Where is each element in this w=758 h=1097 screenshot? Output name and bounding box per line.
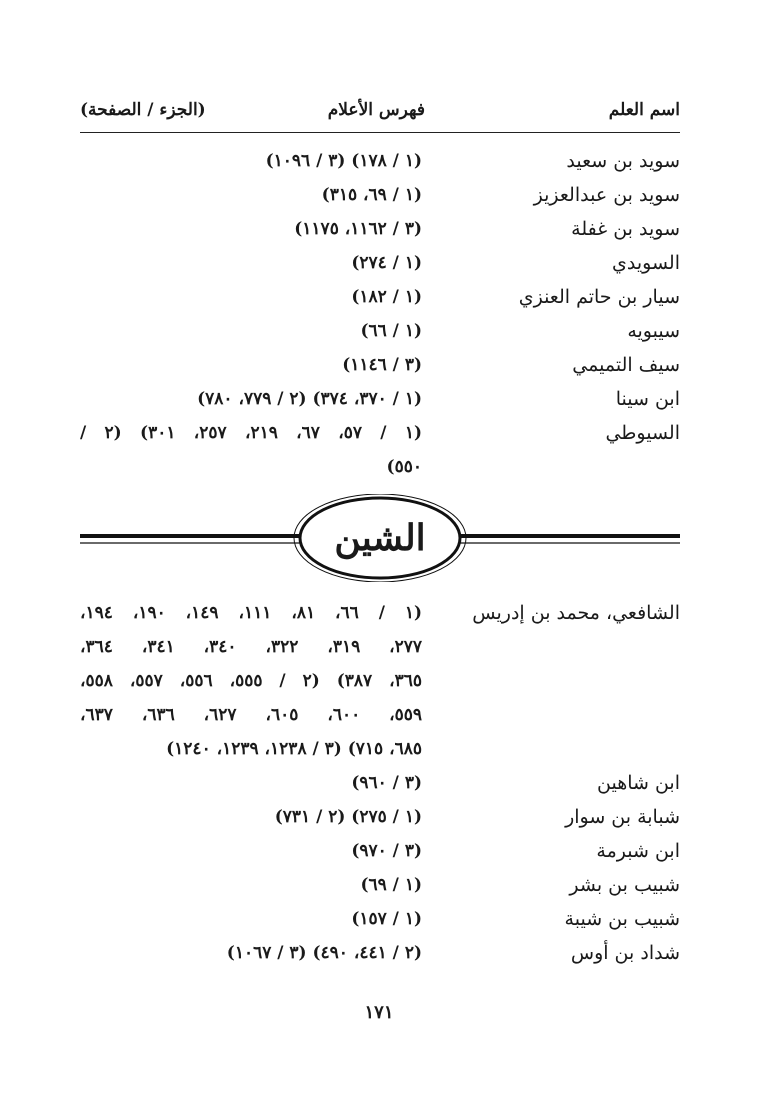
entry-refs: (١ / ٦٦، ٨١، ١١١، ١٤٩، ١٩٠، ١٩٤، xyxy=(80,603,423,623)
index-entry xyxy=(80,314,680,348)
index-entry xyxy=(80,936,680,970)
entry-refs: (١ / ٦٩، ٣١٥) xyxy=(321,185,422,205)
index-entry xyxy=(80,596,680,766)
index-entry xyxy=(80,902,680,936)
entry-name: ابن شبرمة xyxy=(596,840,680,862)
entry-line xyxy=(80,664,680,698)
entry-name: سيار بن حاتم العنزي xyxy=(518,286,680,308)
index-entry xyxy=(80,416,680,484)
entry-name: سويد بن عبدالعزيز xyxy=(533,184,680,206)
entry-line xyxy=(80,246,680,280)
entry-line xyxy=(80,450,680,484)
entry-line xyxy=(80,902,680,936)
entry-name: الشافعي، محمد بن إدريس xyxy=(472,602,680,624)
index-entry xyxy=(80,212,680,246)
entry-name: السويدي xyxy=(612,252,680,274)
entry-refs: (٣ / ١١٤٦) xyxy=(342,355,422,375)
entry-refs: ٣٦٥، ٣٨٧) (٢ / ٥٥٥، ٥٥٦، ٥٥٧، ٥٥٨، xyxy=(80,671,423,691)
running-header xyxy=(80,100,680,130)
entry-refs: (١ / ٦٦) xyxy=(360,321,422,341)
index-entry xyxy=(80,800,680,834)
section-divider xyxy=(80,494,680,582)
entry-line xyxy=(80,732,680,766)
header-index-title: فهرس الأعلام xyxy=(327,100,425,120)
index-entry xyxy=(80,834,680,868)
entry-name: سيف التميمي xyxy=(572,354,680,376)
entry-refs: (١ / ٦٩) xyxy=(360,875,422,895)
entry-name: ابن شاهين xyxy=(597,772,680,794)
index-entry xyxy=(80,766,680,800)
entry-line xyxy=(80,936,680,970)
entry-refs: (٣ / ١١٦٢، ١١٧٥) xyxy=(294,219,422,239)
entry-name: شبيب بن شيبة xyxy=(564,908,680,930)
header-rule xyxy=(80,132,680,133)
index-entry xyxy=(80,280,680,314)
index-entry xyxy=(80,178,680,212)
entry-name: ابن سينا xyxy=(615,388,680,410)
entry-line xyxy=(80,348,680,382)
entry-line xyxy=(80,212,680,246)
entry-line xyxy=(80,800,680,834)
entry-line xyxy=(80,178,680,212)
page-number: ١٧١ xyxy=(364,1002,394,1023)
index-entry xyxy=(80,868,680,902)
entry-refs: (١ / ١٥٧) xyxy=(351,909,422,929)
entry-name: شبابة بن سوار xyxy=(565,806,680,828)
entry-refs: (١ / ٢٧٤) xyxy=(351,253,422,273)
entry-line xyxy=(80,382,680,416)
entry-line xyxy=(80,766,680,800)
entry-name: سويد بن غفلة xyxy=(571,218,680,240)
index-entry xyxy=(80,348,680,382)
section-title: الشين xyxy=(334,517,426,559)
entry-refs: (١ / ٢٧٥) (٢ / ٧٣١) xyxy=(274,807,422,827)
entry-line xyxy=(80,314,680,348)
entry-name: سيبويه xyxy=(627,320,680,342)
entry-line xyxy=(80,144,680,178)
header-name-column: اسم العلم xyxy=(608,100,680,120)
entry-line xyxy=(80,630,680,664)
entry-refs: (٣ / ٩٧٠) xyxy=(351,841,422,861)
entry-name: السيوطي xyxy=(605,422,680,444)
entry-refs: (١ / ١٧٨) (٣ / ١٠٩٦) xyxy=(265,151,422,171)
entry-line xyxy=(80,834,680,868)
header-volume-page-column: (الجزء / الصفحة) xyxy=(80,100,206,120)
entry-name: شبيب بن بشر xyxy=(569,874,680,896)
entry-refs: (١ / ٣٧٠، ٣٧٤) (٢ / ٧٧٩، ٧٨٠) xyxy=(197,389,422,409)
entry-line xyxy=(80,698,680,732)
entry-refs: (٢ / ٤٤١، ٤٩٠) (٣ / ١٠٦٧) xyxy=(226,943,422,963)
index-list-sin xyxy=(80,144,680,484)
index-entry xyxy=(80,382,680,416)
index-entry xyxy=(80,144,680,178)
entry-refs: ٢٧٧، ٣١٩، ٣٢٢، ٣٤٠، ٣٤١، ٣٦٤، xyxy=(80,637,423,657)
entry-refs: (١ / ١٨٢) xyxy=(351,287,422,307)
entry-name: شداد بن أوس xyxy=(570,942,680,964)
entry-refs: ٦٨٥، ٧١٥) (٣ / ١٢٣٨، ١٢٣٩، ١٢٤٠) xyxy=(166,739,422,759)
entry-line xyxy=(80,416,680,450)
entry-refs: (٣ / ٩٦٠) xyxy=(351,773,422,793)
entry-line xyxy=(80,596,680,630)
entry-refs: ٥٥٩، ٦٠٠، ٦٠٥، ٦٢٧، ٦٣٦، ٦٣٧، xyxy=(80,705,423,725)
index-entry xyxy=(80,246,680,280)
entry-refs: ٥٥٠) xyxy=(386,457,422,477)
entry-line xyxy=(80,280,680,314)
entry-refs: (١ / ٥٧، ٦٧، ٢١٩، ٢٥٧، ٣٠١) (٢ / xyxy=(80,423,423,443)
entry-line xyxy=(80,868,680,902)
entry-name: سويد بن سعيد xyxy=(566,150,680,172)
index-list-shin xyxy=(80,596,680,970)
